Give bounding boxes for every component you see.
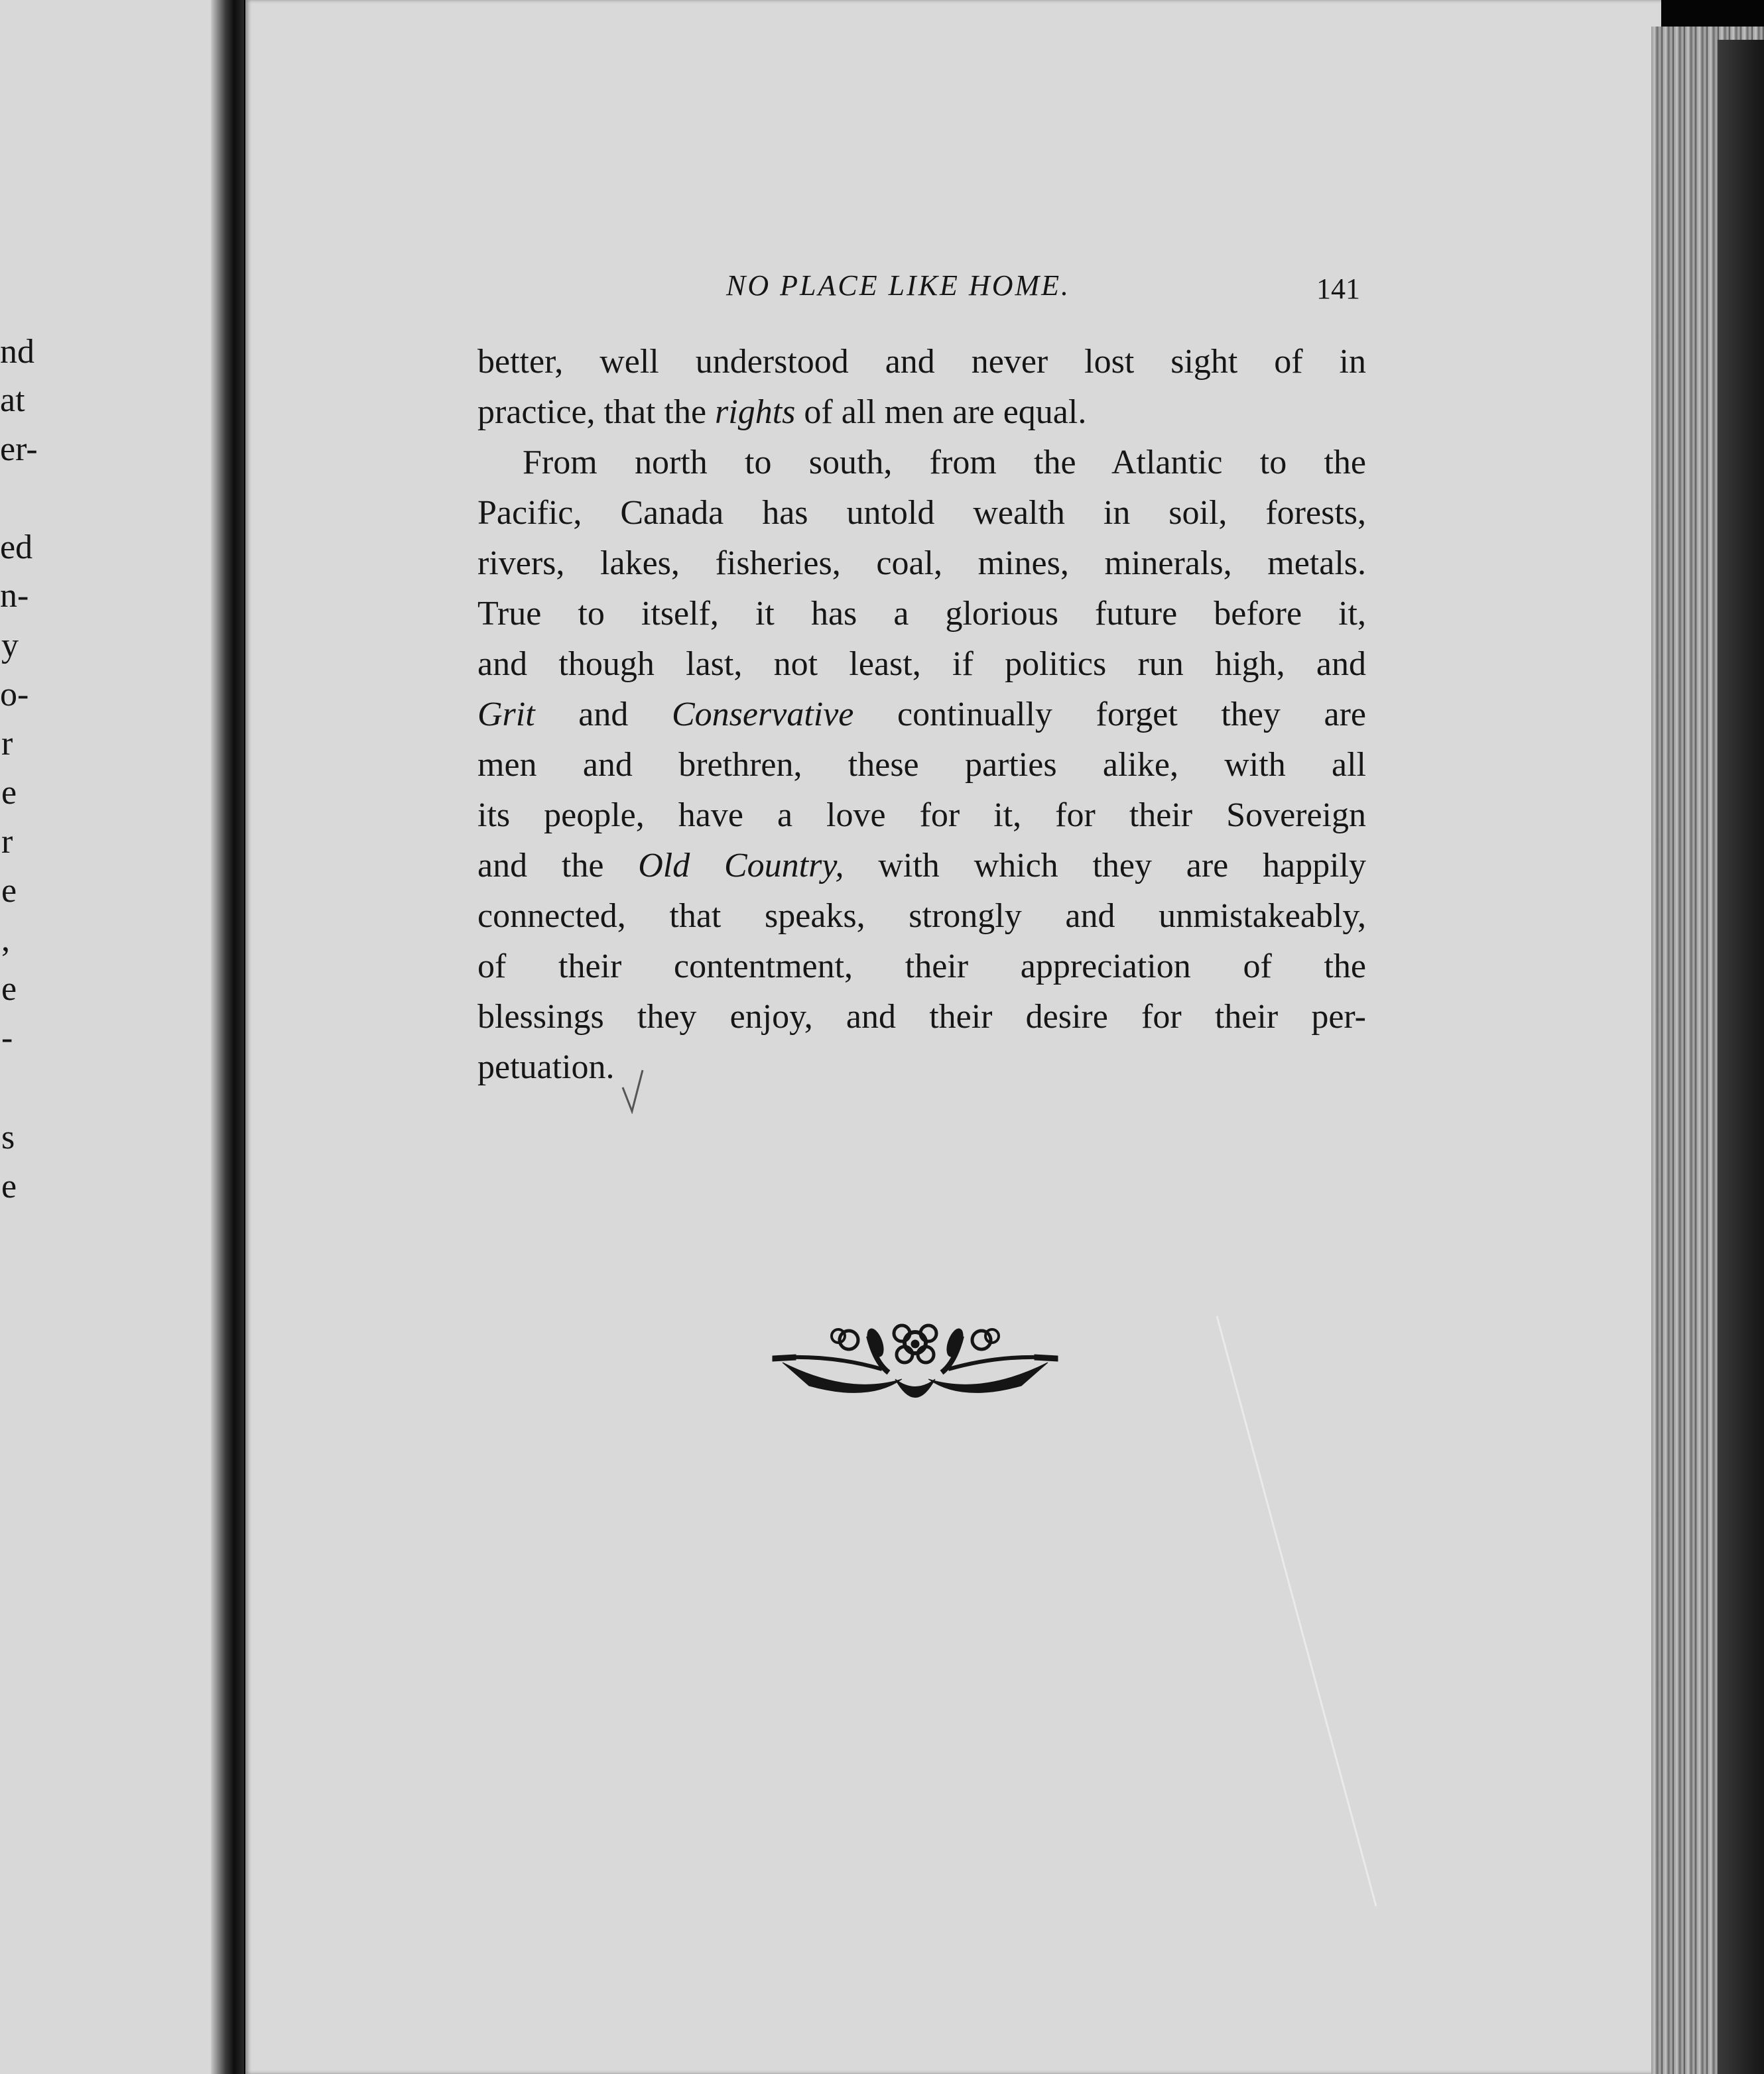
text-line — [477, 740, 1366, 790]
page-number: 141 — [1316, 273, 1360, 305]
text-segment: of their contentment, their appreciation of the — [477, 947, 1366, 985]
running-title: NO PLACE LIKE HOME. — [726, 269, 1070, 302]
left-page-fragment: e — [1, 1168, 17, 1205]
pencil-check-mark — [620, 1068, 647, 1114]
text-segment: blessings they enjoy, and their desire for their per- — [477, 998, 1366, 1036]
left-page-fragment: o- — [0, 676, 29, 713]
text-line — [477, 690, 1366, 740]
text-segment: petuation. — [477, 1048, 615, 1086]
text-segment: better, well understood and never lost sight of in — [477, 343, 1366, 381]
left-page-fragment: s — [1, 1119, 15, 1156]
text-segment: of all men are equal. — [795, 393, 1087, 431]
text-line — [477, 1042, 1366, 1093]
left-page-fragment: er- — [0, 430, 38, 468]
left-facing-page — [0, 0, 236, 2074]
text-line — [477, 942, 1366, 992]
text-line — [477, 790, 1366, 841]
text-line — [477, 639, 1366, 690]
text-segment: men and brethren, these parties alike, with all — [477, 746, 1366, 784]
text-line — [477, 337, 1366, 387]
text-segment: True to itself, it has a glorious future before it, — [477, 595, 1366, 633]
body-text — [477, 337, 1366, 1093]
floral-ornament-icon — [769, 1316, 1061, 1416]
text-line — [477, 992, 1366, 1042]
text-line — [477, 589, 1366, 639]
book-gutter — [211, 0, 244, 2074]
text-segment: From north to south, from the Atlantic to the — [523, 444, 1366, 481]
left-page-fragment: r — [1, 823, 13, 861]
left-page-fragment: n- — [0, 577, 29, 615]
text-line — [477, 538, 1366, 589]
left-page-fragment: nd — [0, 333, 34, 371]
text-segment: practice, that the — [477, 393, 716, 431]
left-page-fragment: y — [1, 627, 19, 664]
text-segment: with which they are happily — [844, 847, 1367, 884]
left-page-fragment: e — [1, 970, 17, 1008]
text-line — [477, 387, 1366, 438]
text-line — [477, 488, 1366, 538]
text-segment: connected, that speaks, strongly and unmistakeably, — [477, 897, 1366, 935]
italic-text: Grit — [477, 696, 535, 733]
text-segment: its people, have a love for it, for their Sovereign — [477, 796, 1366, 834]
left-page-fragment: at — [0, 381, 25, 419]
left-page-fragment: e — [1, 872, 17, 910]
text-segment: Pacific, Canada has untold wealth in soil, forests, — [477, 494, 1366, 532]
text-line — [477, 438, 1366, 488]
left-page-fragment: , — [1, 921, 10, 959]
text-segment: and the — [477, 847, 639, 884]
scan-scratch-line — [1214, 1313, 1379, 1910]
left-page-fragment: ed — [0, 528, 33, 566]
left-page-fragment: - — [1, 1019, 13, 1057]
left-page-fragment: e — [1, 774, 17, 812]
text-segment: and — [535, 696, 672, 733]
italic-text: Conservative — [672, 696, 854, 733]
book-cover-edge — [1718, 40, 1764, 2074]
text-line — [477, 841, 1366, 891]
left-page-fragment: r — [1, 725, 13, 762]
text-line — [477, 891, 1366, 942]
italic-text: rights — [715, 393, 796, 431]
text-segment: rivers, lakes, fisheries, coal, mines, minerals, metals. — [477, 544, 1366, 582]
text-segment: continually forget they are — [853, 696, 1366, 733]
italic-text: Old Country, — [638, 847, 844, 884]
text-segment: and though last, not least, if politics run high, and — [477, 645, 1366, 683]
